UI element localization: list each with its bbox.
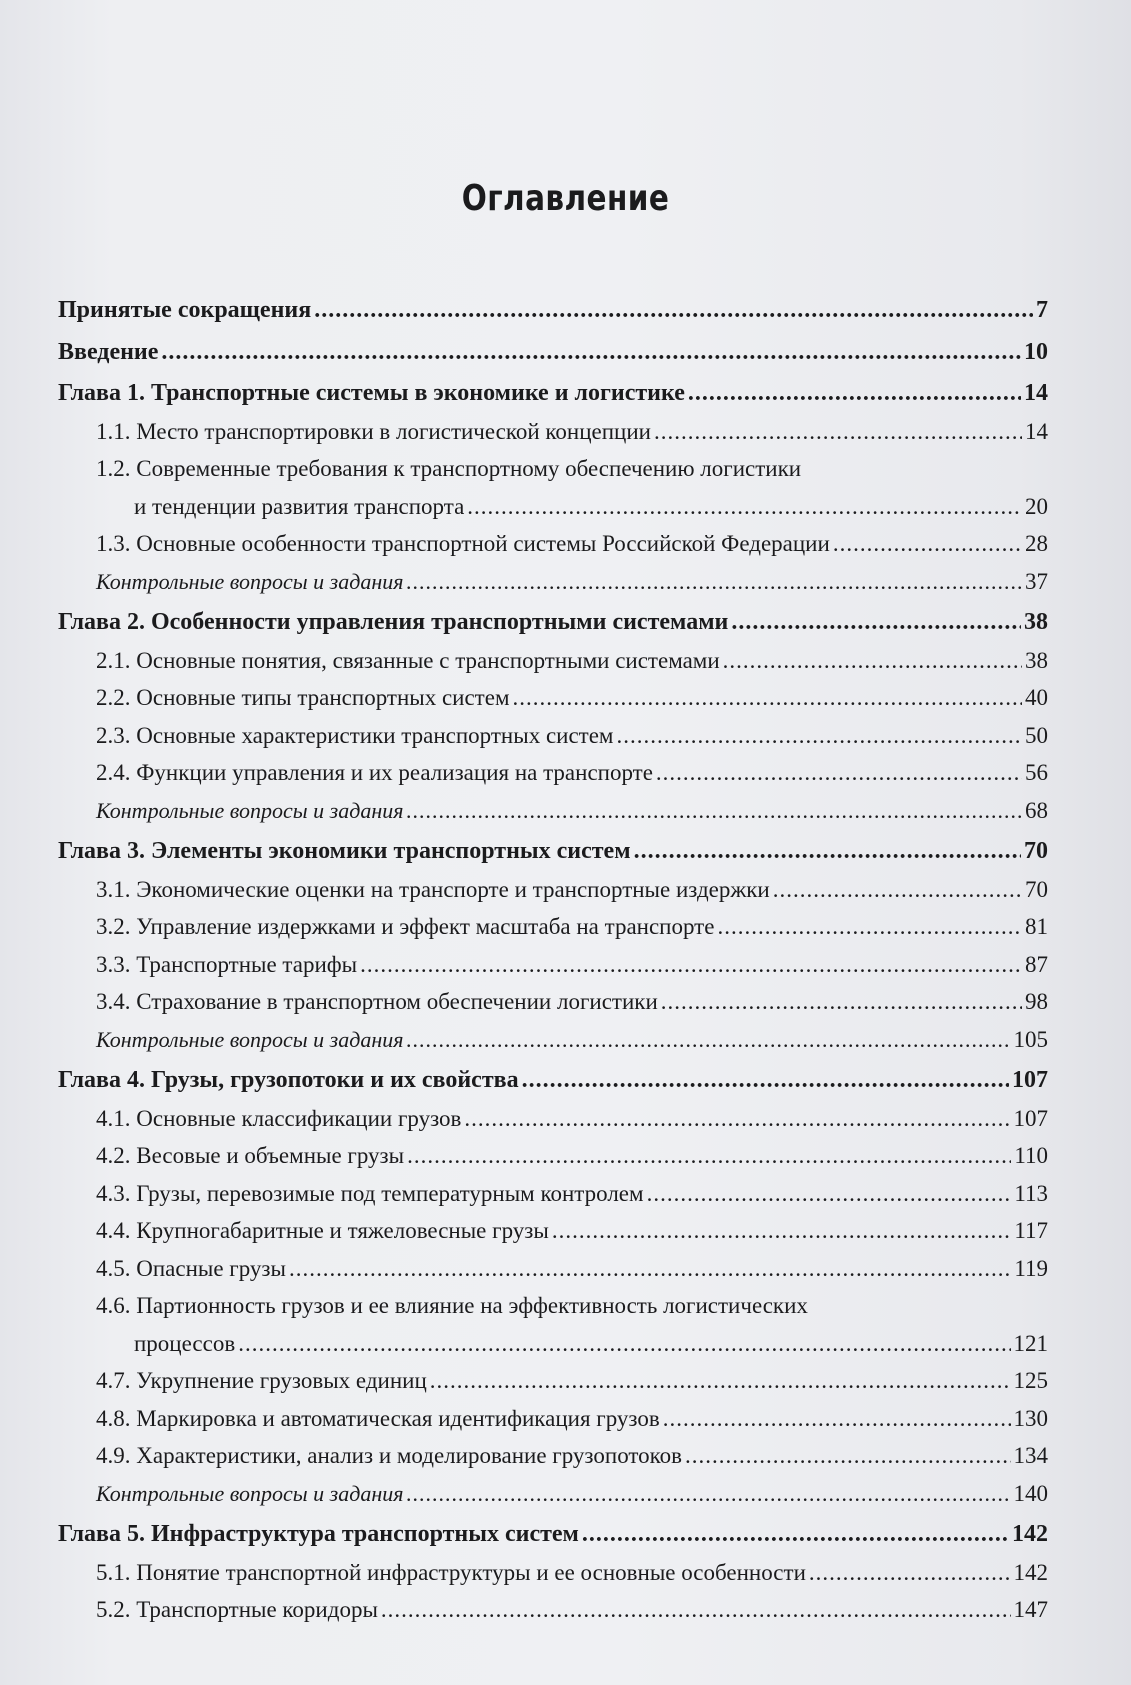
toc-page-number: 113 — [1014, 1180, 1048, 1206]
toc-entry-section — [58, 1362, 1048, 1400]
toc-entry-title: 5.1. Понятие транспортной инфраструктуры и ее основные особенности — [96, 1559, 806, 1585]
toc-entry-title: 1.1. Место транспортировки в логистической концепции — [96, 418, 651, 444]
toc-page-number: 147 — [1013, 1597, 1048, 1622]
toc-page-number: 98 — [1025, 989, 1048, 1014]
dot-leader — [406, 563, 1022, 601]
toc-entry-section — [58, 1554, 1048, 1592]
toc-entry-title: Глава 1. Транспортные системы в экономике и логистике — [58, 380, 685, 406]
dot-leader — [723, 642, 1022, 680]
toc-entry-continuation — [96, 488, 1048, 526]
toc-page-number: 105 — [1013, 1026, 1048, 1052]
toc-entry-section — [58, 1250, 1048, 1288]
toc-page-number: 7 — [1036, 297, 1048, 323]
toc-page-number: 14 — [1024, 380, 1048, 406]
toc-page-number: 10 — [1024, 338, 1048, 365]
dot-leader — [809, 1554, 1011, 1592]
toc-entry-title: 4.5. Опасные грузы — [96, 1255, 286, 1281]
toc-entry-title: 2.2. Основные типы транспортных систем — [96, 685, 510, 710]
page-title: Оглавление — [461, 178, 670, 219]
toc-page-number: 140 — [1013, 1480, 1048, 1506]
toc-entry-section — [58, 1212, 1048, 1250]
toc-page-number: 38 — [1024, 609, 1048, 635]
dot-leader — [238, 1325, 1010, 1363]
toc-entry-chapter — [58, 334, 1048, 372]
dot-leader — [616, 717, 1022, 755]
toc-entry-section — [58, 642, 1048, 680]
toc-entry-title: и тенденции развития транспорта — [134, 493, 465, 519]
toc-entry-title: 2.1. Основные понятия, связанные с транспортными системами — [96, 647, 720, 673]
toc-entry-title: 3.2. Управление издержками и эффект масштаба на транспорте — [96, 914, 715, 939]
toc-page-number: 37 — [1025, 568, 1048, 594]
toc-entry-chapter — [58, 292, 1048, 330]
toc-entry-title: 2.3. Основные характеристики транспортных систем — [96, 722, 614, 748]
toc-entry-section — [58, 1437, 1048, 1475]
toc-entry-title: Глава 5. Инфраструктура транспортных систем — [58, 1521, 579, 1547]
toc-entry-title: 4.4. Крупногабаритные и тяжеловесные грузы — [96, 1218, 549, 1243]
toc-entry-chapter — [58, 604, 1048, 642]
dot-leader — [656, 754, 1022, 792]
toc-entry-title: Контрольные вопросы и задания — [96, 568, 404, 594]
toc-entry-title: Введение — [58, 338, 159, 365]
toc-entry-section — [58, 1137, 1048, 1175]
dot-leader — [833, 525, 1022, 563]
toc-entry-title: 4.7. Укрупнение грузовых единиц — [96, 1368, 427, 1393]
toc-entry-section — [58, 946, 1048, 984]
toc-entry-title: 4.8. Маркировка и автоматическая идентификация грузов — [96, 1405, 660, 1431]
toc-entry-title: 3.1. Экономические оценки на транспорте и транспортные издержки — [96, 876, 770, 902]
toc-page-number: 117 — [1014, 1218, 1048, 1243]
dot-leader — [314, 292, 1033, 330]
toc-page-number: 87 — [1025, 951, 1048, 977]
toc-page-number: 107 — [1013, 1105, 1048, 1131]
toc-entry-title: Контрольные вопросы и задания — [96, 1026, 404, 1052]
dot-leader — [654, 413, 1022, 451]
toc-entry-title: 4.9. Характеристики, анализ и моделирование грузопотоков — [96, 1443, 683, 1468]
toc-entry-chapter — [58, 1516, 1048, 1554]
toc-page-number: 125 — [1013, 1368, 1048, 1393]
dot-leader — [647, 1175, 1012, 1213]
toc-entry-title: Глава 4. Грузы, грузопотоки и их свойства — [58, 1067, 519, 1093]
dot-leader — [731, 604, 1021, 642]
toc-entry-title: 1.2. Современные требования к транспортному обеспечению логистики — [96, 456, 802, 481]
toc-entry-chapter — [58, 833, 1048, 871]
dot-leader — [407, 1137, 1011, 1175]
toc-page-number: 68 — [1025, 797, 1048, 823]
toc-entry-title: Принятые сокращения — [58, 297, 312, 323]
toc-page-number: 38 — [1025, 647, 1048, 673]
toc-entry-title: 4.6. Партионность грузов и ее влияние на эффективность логистических — [96, 1293, 808, 1318]
dot-leader — [717, 908, 1022, 946]
toc-entry-section — [58, 754, 1048, 792]
dot-leader — [464, 1100, 1010, 1138]
toc-page-number: 70 — [1024, 838, 1048, 864]
toc-entry-chapter — [58, 375, 1048, 413]
toc-page-number: 119 — [1014, 1255, 1048, 1281]
toc-entry-review — [58, 563, 1048, 601]
toc-entry-title: 4.2. Весовые и объемные грузы — [96, 1143, 405, 1168]
toc-entry-title: 5.2. Транспортные коридоры — [96, 1597, 378, 1622]
toc-entry-section — [58, 1591, 1048, 1629]
dot-leader — [406, 1021, 1010, 1059]
toc-entry-section — [58, 871, 1048, 909]
toc-entry-title: 4.1. Основные классификации грузов — [96, 1105, 462, 1131]
dot-leader — [582, 1516, 1009, 1554]
dot-leader — [161, 334, 1021, 372]
toc-entry-section — [58, 450, 1048, 525]
toc-entry-section — [58, 908, 1048, 946]
toc-page-number: 107 — [1012, 1067, 1048, 1093]
toc-page-number: 110 — [1014, 1143, 1048, 1168]
dot-leader — [406, 792, 1022, 830]
toc-page-number: 130 — [1013, 1405, 1048, 1431]
dot-leader — [360, 946, 1022, 984]
toc-entry-section — [58, 717, 1048, 755]
dot-leader — [688, 375, 1021, 413]
toc-entry-review — [58, 1475, 1048, 1513]
toc-entry-section — [58, 1100, 1048, 1138]
toc-entry-section — [58, 1175, 1048, 1213]
toc-page-number: 70 — [1025, 876, 1048, 902]
toc-page-number: 50 — [1025, 722, 1048, 748]
dot-leader — [685, 1437, 1010, 1475]
dot-leader — [773, 871, 1022, 909]
toc-entry-title: Глава 2. Особенности управления транспортными системами — [58, 609, 729, 635]
toc-page-number: 56 — [1025, 760, 1048, 785]
toc-page-number: 28 — [1025, 531, 1048, 556]
dot-leader — [381, 1591, 1011, 1629]
toc-entry-title: 4.3. Грузы, перевозимые под температурным контролем — [96, 1180, 644, 1206]
dot-leader — [634, 833, 1021, 871]
dot-leader — [661, 983, 1022, 1021]
toc-entry-title: 3.4. Страхование в транспортном обеспечении логистики — [96, 989, 658, 1014]
dot-leader — [663, 1400, 1011, 1438]
toc-page-number: 142 — [1012, 1521, 1048, 1547]
toc-entry-title: Контрольные вопросы и задания — [96, 1480, 404, 1506]
dot-leader — [406, 1475, 1010, 1513]
toc-entry-title: процессов — [134, 1330, 236, 1356]
toc-page-number: 142 — [1013, 1559, 1048, 1585]
toc-entry-title: 3.3. Транспортные тарифы — [96, 951, 358, 977]
dot-leader — [522, 1062, 1009, 1100]
toc-entry-title: Контрольные вопросы и задания — [96, 797, 404, 823]
dot-leader — [467, 488, 1022, 526]
dot-leader — [513, 679, 1023, 717]
toc-entry-section — [58, 1287, 1048, 1362]
toc-entry-continuation — [96, 1325, 1048, 1363]
toc-page-number: 121 — [1013, 1330, 1048, 1356]
toc-page-number: 40 — [1025, 685, 1048, 710]
toc-page-number: 14 — [1025, 418, 1048, 444]
toc-entry-title: Глава 3. Элементы экономики транспортных систем — [58, 838, 631, 864]
toc-page-number: 134 — [1013, 1443, 1048, 1468]
toc-entry-section — [58, 413, 1048, 451]
toc-entry-section — [58, 1400, 1048, 1438]
toc-entry-section — [58, 983, 1048, 1021]
dot-leader — [289, 1250, 1011, 1288]
dot-leader — [552, 1212, 1012, 1250]
toc-entry-title: 2.4. Функции управления и их реализация на транспорте — [96, 760, 653, 785]
toc-page-number: 81 — [1025, 914, 1048, 939]
toc-page-number: 20 — [1025, 493, 1048, 519]
toc-entry-review — [58, 792, 1048, 830]
toc-entry-chapter — [58, 1062, 1048, 1100]
toc-entry-section — [58, 525, 1048, 563]
toc-entry-review — [58, 1021, 1048, 1059]
toc-entry-title: 1.3. Основные особенности транспортной системы Российской Федерации — [96, 531, 830, 556]
toc-entry-section — [58, 679, 1048, 717]
dot-leader — [430, 1362, 1011, 1400]
table-of-contents — [58, 292, 1048, 1629]
